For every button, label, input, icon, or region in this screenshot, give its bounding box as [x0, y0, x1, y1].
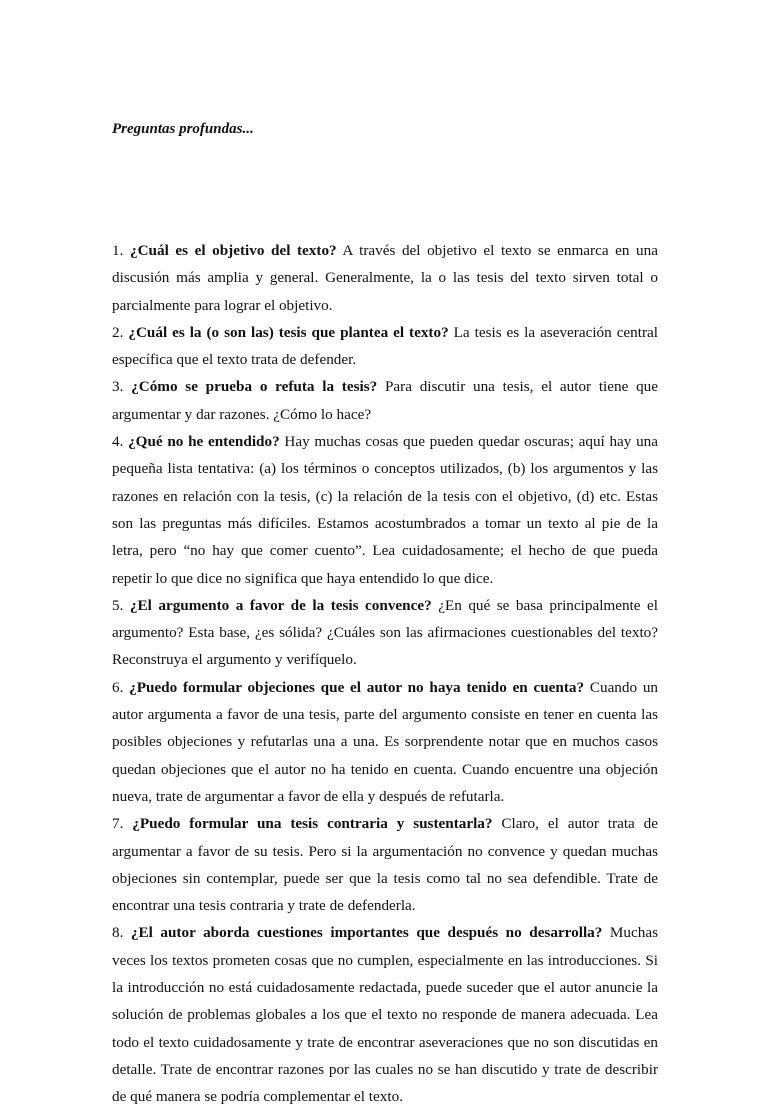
item-number: 7. [112, 815, 124, 833]
question-item [112, 319, 658, 374]
question-item [112, 919, 658, 1110]
question-item [112, 674, 658, 810]
question-item [112, 592, 658, 674]
item-question: ¿Qué no he entendido? [128, 433, 280, 451]
item-text: A través del objetivo el texto se enmarca en una discusión más amplia y general. Generalmente, la o las tesis del texto sirven total o parcialmente para lograr el objetivo. [112, 242, 658, 314]
item-number: 8. [112, 924, 124, 942]
item-question: ¿El autor aborda cuestiones importantes que después no desarrolla? [130, 924, 603, 942]
item-text: ¿En qué se basa principalmente el argumento? Esta base, ¿es sólida? ¿Cuáles son las afirmaciones cuestionables del texto? Reconstruya el argumento y verifíquelo. [112, 596, 658, 669]
item-number: 4. [112, 433, 124, 451]
question-item [112, 428, 658, 592]
question-item [112, 810, 658, 919]
item-text: Claro, el autor trata de argumentar a favor de su tesis. Pero si la argumentación no convence y quedan muchas objeciones sin contemplar, puede ser que la tesis como tal no sea defendible. Trate de encontrar una tesis contraria y trate de defenderla. [112, 815, 659, 915]
item-question: ¿El argumento a favor de la tesis convence? [129, 596, 432, 614]
item-number: 1. [112, 242, 124, 259]
item-text: La tesis es la aseveración central específica que el texto trata de defender. [112, 323, 659, 369]
question-item [112, 237, 658, 319]
item-text: Hay muchas cosas que pueden quedar oscuras; aquí hay una pequeña lista tentativa: (a) los términos o conceptos utilizados, (b) los argumentos y las razones en relación con la tesis, (c) la relación de la tesis con el objetivo, (d) etc. Estas son las preguntas más difíciles. Estamos acostumbrados a tomar un texto al pie de la letra, pero “no hay que comer cuento”. Lea cuidadosamente; el hecho de que pueda repetir lo que dice no significa que haya entendido lo que dice. [112, 433, 658, 587]
item-question: ¿Puedo formular una tesis contraria y sustentarla? [132, 815, 493, 833]
item-text: Para discutir una tesis, el autor tiene que argumentar y dar razones. ¿Cómo lo hace? [112, 378, 659, 423]
item-number: 3. [112, 378, 124, 396]
item-text: Cuando un autor argumenta a favor de una tesis, parte del argumento consiste en tener en cuenta las posibles objeciones y refutarlas una a una. Es sorprendente notar que en muchos casos quedan objeciones que el autor no ha tenido en cuenta. Cuando encuentre una objeción nueva, trate de argumentar a favor de ella y después de refutarla. [112, 678, 659, 805]
item-text: Muchas veces los textos prometen cosas que no cumplen, especialmente en las introducciones. Si la introducción no está cuidadosamente redactada, puede suceder que el autor anuncie la solución de problemas globales a los que el texto no responde de manera adecuada. Lea todo el texto cuidadosamente y trate de encontrar aseveraciones que no son discutidas en detalle. Trate de encontrar razones por las cuales no se han discutido y trate de describir de qué manera se podría complementar el texto. [112, 924, 658, 1106]
document-title: Preguntas profundas... [112, 121, 254, 137]
item-question: ¿Puedo formular objeciones que el autor no haya tenido en cuenta? [129, 678, 585, 696]
question-item [112, 373, 658, 428]
item-number: 6. [112, 678, 124, 696]
question-list [112, 237, 658, 1111]
item-question: ¿Cómo se prueba o refuta la tesis? [131, 378, 378, 396]
item-number: 2. [112, 323, 124, 341]
item-number: 5. [112, 596, 124, 614]
item-question: ¿Cuál es el objetivo del texto? [129, 242, 337, 259]
item-question: ¿Cuál es la (o son las) tesis que plantea el texto? [128, 323, 449, 341]
